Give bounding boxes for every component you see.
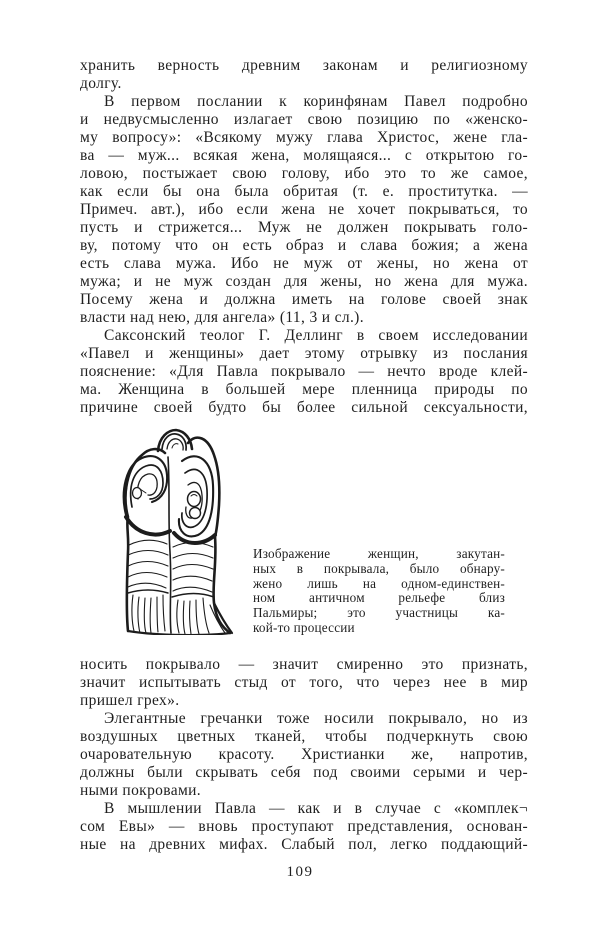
paragraph (253, 547, 505, 636)
body-text-top (80, 57, 528, 417)
caption-line: ном античном рельефе близ (253, 591, 505, 606)
text-line: ными покровами. (80, 782, 201, 799)
text-line: пришел грех». (80, 692, 180, 709)
veiled-women-relief-svg (118, 427, 236, 635)
text-line: власти над нею, для ангела» (11, 3 и сл.). (80, 309, 364, 326)
text-line: му вопросу»: «Всякому мужу глава Христос, жене гла- (80, 129, 528, 146)
text-line: ва — муж... всякая жена, молящаяся... с открытою го- (80, 147, 528, 164)
text-line: ма. Женщина в большей мере пленница природы по (80, 381, 528, 398)
paragraph (80, 656, 528, 710)
caption-line: кой-то процессии (253, 620, 355, 635)
text-line: должны были скрывать себя под своими серыми и чер- (80, 764, 528, 781)
text-line: как если бы она была обритая (т. е. проститутка. — (80, 183, 528, 200)
veiled-women-illustration (118, 427, 236, 635)
text-line: ные на древних мифах. Слабый пол, легко поддающий- (80, 836, 528, 853)
paragraph (80, 57, 528, 93)
caption-line: Пальмиры; это участницы ка- (253, 606, 505, 621)
text-line: «Павел и женщины» дает этому отрывку из послания (80, 345, 528, 362)
text-line: пояснение: «Для Павла покрывало — нечто вроде клей- (80, 363, 528, 380)
text-line: Примеч. авт.), ибо если жена не хочет покрываться, то (80, 201, 528, 218)
page-number: 109 (286, 864, 314, 880)
text-line: ловою, постыжает свою голову, ибо это то же самое, (80, 165, 528, 182)
caption-line: жено лишь на одном-единствен- (253, 576, 505, 591)
figure-caption (253, 547, 505, 636)
text-line: мужа; и не муж создан для жены, но жена для мужа. (80, 273, 528, 290)
body-text-bottom (80, 656, 528, 854)
paragraph (80, 93, 528, 327)
text-line: есть слава мужа. Ибо не муж от жены, но жена от (80, 255, 528, 272)
text-line: Элегантные гречанки тоже носили покрывало, но из (104, 710, 528, 727)
paragraph (80, 327, 528, 417)
text-line: сом Евы» — вновь проступают представления, основан- (80, 818, 528, 835)
text-line: Саксонский теолог Г. Деллинг в своем исследовании (104, 327, 528, 344)
paragraph (80, 710, 528, 800)
text-line: носить покрывало — значит смиренно это признать, (80, 656, 528, 673)
text-line: воздушных цветных тканей, чтобы подчеркнуть свою (80, 728, 528, 745)
figure (0, 427, 600, 642)
text-line: и недвусмысленно излагает свою позицию по «женско- (80, 111, 528, 128)
caption-line: ных в покрывала, было обнару- (253, 561, 505, 576)
text-line: причине своей будто бы более сильной сексуальности, (80, 399, 528, 416)
text-line: долгу. (80, 75, 122, 92)
text-line: Посему жена и должна иметь на голове своей знак (80, 291, 528, 308)
text-line: пусть и стрижется... Муж не должен покрывать голо- (80, 219, 528, 236)
text-line: значит испытывать стыд от того, что через нее в мир (80, 674, 528, 691)
text-line: В мышлении Павла — как и в случае с «комплек¬ (104, 800, 528, 817)
text-line: ву, потому что он есть образ и слава божия; а жена (80, 237, 528, 254)
paragraph (80, 800, 528, 854)
text-line: очаровательную красоту. Христианки же, напротив, (80, 746, 528, 763)
caption-line: Изображение женщин, закутан- (253, 547, 505, 561)
text-line: В первом послании к коринфянам Павел подробно (104, 93, 528, 110)
text-line: хранить верность древним законам и религиозному (80, 57, 528, 74)
